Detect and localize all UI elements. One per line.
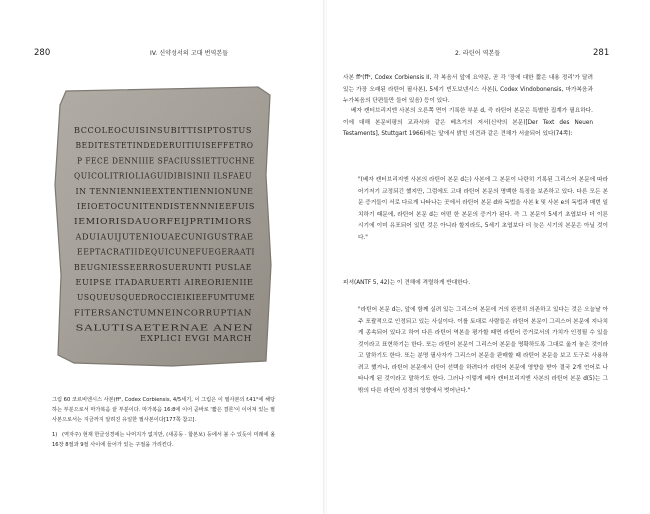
footnote-number: 1): [52, 432, 58, 438]
manuscript-line: IEIOETOCUNITENDISTENNNIEEFUIS: [77, 202, 255, 212]
manuscript-line: USQUEUSQUEDROCCIEIKIEEFUMTUME: [77, 293, 255, 304]
paragraph-3-text: 피셔(ANTF 5, 42)는 이 견해에 격렬하게 반대한다.: [343, 280, 471, 286]
right-running-head: 2. 라틴어 역본들: [455, 50, 501, 57]
manuscript-image: [52, 85, 274, 367]
manuscript-line: BCCOLEOCUISINSUBITTISIPTOSTUS: [74, 126, 252, 136]
manuscript-line: QUICOLITRIOLIAGUIDIBISINII ILSFAEU: [74, 171, 252, 182]
manuscript-line: FITERSANCTUMNEINCORRUPTIAN: [74, 308, 252, 319]
manuscript-line: SALUTISAETERNAE ANEN: [75, 323, 254, 334]
manuscript-line: P FECE DENNIIIE SFACIUSSIETTUCHNE: [77, 156, 255, 167]
right-page: [327, 0, 650, 514]
manuscript-line: EEPTACRATIIDEQUICUNEFUEGERAATI: [77, 247, 255, 258]
paragraph-1: [343, 73, 593, 108]
figure-caption: 그림 60 코르비엔시스 사본(ff², Codex Corbiensis, 4/5세기, 이 그림은 이 필사본의 f.41°에 해당하는 부분으로서 마가복음 끝 부분이다. 마가복음 16:8에 이어 곧바로 '짧은 결론'이 이어져 있는 필사본으로서는 지금까지 알려진 유일한 필사본이다[177쪽 참고].: [52, 397, 276, 423]
left-running-head: IV. 신약성서의 고대 번역본들: [150, 50, 229, 57]
manuscript-line: BEUGNIESSEERROSUERUNTI PUSLAE: [74, 262, 252, 273]
block-quote-1-text: "(베자 캔터브리지엔 사본의 라틴어 본문 d는) 사본에 그 본문이 나란히 기록된 그리스어 본문에 따라 어기저기 교정되긴 했지만, 그럼에도 고대 라틴어 본문의 명백한 특징을 보존하고 있다. 다른 모든 본문 증거들이 서로 다르게 나타나는 곳에서 라틴어 본문 d와 독법을 사본 k 및 사본 e의 독법과 매번 일치하기 때문에, 라틴어 본문 d는 어떤 한 본문의 증거가 된다. 즉 그 본문이 5세기 초엽보다 더 이른 시기에 이미 유포되어 있던 것은 아니라 할지라도, 5세기 초엽보다 더 늦은 시기의 본문은 아닐 것이다.": [358, 177, 608, 241]
left-page: [0, 0, 323, 514]
manuscript-explicit-label: EXPLICI EVGI MARCH: [140, 334, 252, 344]
paragraph-2-text: 베자 캔터브리지엔 사본의 오른쪽 면이 기록한 부분 d, 즉 라틴어 본문은 특별한 집계가 필요하다. 이에 대해 본문비평의 교과서와 같은 베츠거의 저서(신약의 본문)[Der Text des Neuen Testaments], Stuttgart 1966)에는 앞에서 밝힌 의견과 같은 견해가 서술되어 있다(74쪽):: [343, 108, 593, 137]
manuscript-line: IEMIORISDAUORFEIJPRTIMIORS: [74, 217, 252, 228]
manuscript-line: IN TENNIENNIEEXTENTIENNIONUNE: [75, 186, 254, 197]
paragraph-3: [343, 278, 593, 290]
paragraph-2: [343, 106, 593, 141]
right-page-number: 281: [593, 48, 610, 58]
manuscript-line: BEDITESTETINDEDERUITIUISEFFETRO: [75, 141, 254, 152]
paragraph-1-text: 사본 ff²(ff², Codex Corbiensis II, 각 복음서 앞에 요약문, 곧 각 '장에 대한 짧은 내용 정리'가 달려 있는 가장 오래된 라틴어 필사본), 5세기 빈도보넨시스 사본(i, Codex Vindobonensis, 마가복음과 누가복음의 단편들만 들어 있음) 등이 있다.: [343, 75, 593, 104]
block-quote-1: [343, 175, 612, 244]
left-page-number: 280: [34, 48, 51, 58]
manuscript-line: EUIPSE ITADARUERTI AIREORIENIIE: [75, 278, 254, 288]
block-quote-2: [343, 305, 612, 397]
footnote: [52, 430, 277, 450]
block-quote-2-text: "라틴어 본문 d는, 앞에 함께 실려 있는 그리스어 본문에 거의 완전히 의존하고 있다는 것은 오늘날 아주 포괄적으로 인정되고 있는 사실이다. 이를 토대로 사람들은 라틴어 본문이 그리스어 본문에 지나치게 종속되어 있다고 하여 다른 라틴어 역본을 평가할 때면 라틴어 증거로서의 가치가 인정될 수 있을 것이라고 표현하기는 한다. 또는 라틴어 본문이 그리스어 본문을 명확하도록 그대로 옮겨 놓은 것이라고 말하기도 한다. 또는 분명 필사자가 그리스어 본문을 판매할 때 라틴어 본문을 보고 도구로 사용하려고 했거나, 라틴어 본문에서 단어 선택을 하려다가 라틴어 본문에 영향을 받아 결국 2개 언어로 나타나게 된 것이라고 말하기도 한다. 그러나 이렇게 베자 캔터브리지엔 사본의 라틴어 본문 d(5)는 그 밖의 다른 라틴어 성경의 영향에서 벗어난다.": [358, 307, 608, 394]
footnote-text: (역자주) 현재 한글성경에는 나머지가 없지만, (새공동 · 합본보) 등에서 볼 수 있듯이 미래에 올 16장 8절과 9절 사이에 들어가 있는 구절을 가리킨다.: [52, 432, 276, 448]
manuscript-line: ADUIAUIJUTENIOUAECUNIGUSTRAE: [74, 232, 254, 243]
